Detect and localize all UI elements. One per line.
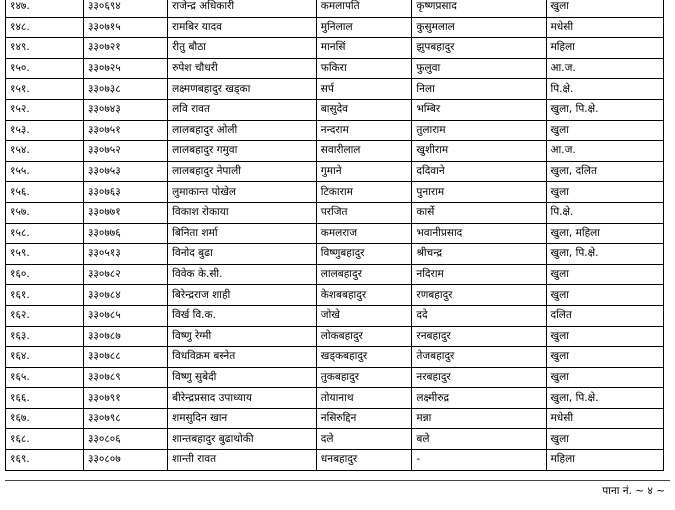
father-name-cell: गुमाने: [316, 161, 412, 182]
category-cell: पि.क्षे.: [546, 79, 664, 100]
roll-number-cell: ३३०७८८: [83, 347, 167, 368]
category-cell: खुला: [546, 285, 664, 306]
name-cell: लक्ष्मणबहादुर खड्का: [168, 79, 317, 100]
roll-number-cell: ३३०७२५: [83, 58, 167, 79]
category-cell: खुला, दलित: [546, 161, 664, 182]
table-row: [6, 38, 664, 59]
father-name-cell: जोखे: [316, 305, 412, 326]
name-cell: राजेन्द्र अधिकारी: [168, 0, 317, 17]
grandfather-name-cell: रणबहादुर: [412, 285, 546, 306]
roll-number-cell: ३३०७८५: [83, 305, 167, 326]
category-cell: खुला: [546, 264, 664, 285]
serial-number-cell: १५३.: [6, 120, 84, 141]
grandfather-name-cell: रनबहादुर: [412, 326, 546, 347]
name-cell: लुमाकान्त पोखेल: [168, 182, 317, 203]
roll-number-cell: ३३०७८९: [83, 367, 167, 388]
roll-number-cell: ३३०७६३: [83, 182, 167, 203]
grandfather-name-cell: तुलाराम: [412, 120, 546, 141]
father-name-cell: तोयानाथ: [316, 388, 412, 409]
table-row: [6, 285, 664, 306]
roll-number-cell: ३३०७७१: [83, 202, 167, 223]
grandfather-name-cell: श्रीचन्द्र: [412, 244, 546, 265]
name-cell: विर्ख वि.क.: [168, 305, 317, 326]
grandfather-name-cell: लक्ष्मीरुद्र: [412, 388, 546, 409]
grandfather-name-cell: बले: [412, 429, 546, 450]
father-name-cell: मुनिलाल: [316, 17, 412, 38]
roll-number-cell: ३३०७९८: [83, 408, 167, 429]
grandfather-name-cell: फुलुवा: [412, 58, 546, 79]
name-cell: बिरेन्द्रराज शाही: [168, 285, 317, 306]
grandfather-name-cell: कृष्णप्रसाद: [412, 0, 546, 17]
name-cell: लालबहादुर गमुवा: [168, 141, 317, 162]
roll-number-cell: ३३०७९१: [83, 388, 167, 409]
serial-number-cell: १६६.: [6, 388, 84, 409]
serial-number-cell: १५५.: [6, 161, 84, 182]
serial-number-cell: १५९.: [6, 244, 84, 265]
name-cell: रामबिर यादव: [168, 17, 317, 38]
grandfather-name-cell: कार्से: [412, 202, 546, 223]
category-cell: खुला: [546, 367, 664, 388]
name-cell: शमसुदिन खान: [168, 408, 317, 429]
category-cell: आ.ज.: [546, 141, 664, 162]
table-row: [6, 388, 664, 409]
candidate-table: [5, 0, 664, 471]
grandfather-name-cell: ददे: [412, 305, 546, 326]
category-cell: खुला: [546, 429, 664, 450]
grandfather-name-cell: नरबहादुर: [412, 367, 546, 388]
serial-number-cell: १६७.: [6, 408, 84, 429]
category-cell: खुला: [546, 0, 664, 17]
grandfather-name-cell: निला: [412, 79, 546, 100]
father-name-cell: तुकबहादुर: [316, 367, 412, 388]
table-row: [6, 99, 664, 120]
table-row: [6, 326, 664, 347]
father-name-cell: नन्दराम: [316, 120, 412, 141]
roll-number-cell: ३३०६९४: [83, 0, 167, 17]
category-cell: खुला: [546, 347, 664, 368]
father-name-cell: बासुदेव: [316, 99, 412, 120]
category-cell: मधेसी: [546, 408, 664, 429]
candidate-table-body: [6, 0, 664, 470]
table-row: [6, 182, 664, 203]
serial-number-cell: १५०.: [6, 58, 84, 79]
serial-number-cell: १६९.: [6, 450, 84, 471]
roll-number-cell: ३३०७४३: [83, 99, 167, 120]
grandfather-name-cell: तेजबहादुर: [412, 347, 546, 368]
serial-number-cell: १६३.: [6, 326, 84, 347]
name-cell: बीरेन्द्रप्रसाद उपाध्याय: [168, 388, 317, 409]
category-cell: आ.ज.: [546, 58, 664, 79]
roll-number-cell: ३३०७५१: [83, 120, 167, 141]
table-row: [6, 223, 664, 244]
father-name-cell: फकिरा: [316, 58, 412, 79]
category-cell: पि.क्षे.: [546, 202, 664, 223]
father-name-cell: लोकबहादुर: [316, 326, 412, 347]
serial-number-cell: १६२.: [6, 305, 84, 326]
father-name-cell: सवारीलाल: [316, 141, 412, 162]
grandfather-name-cell: नदिराम: [412, 264, 546, 285]
grandfather-name-cell: झुपबहादुर: [412, 38, 546, 59]
serial-number-cell: १६१.: [6, 285, 84, 306]
serial-number-cell: १६०.: [6, 264, 84, 285]
grandfather-name-cell: मन्ना: [412, 408, 546, 429]
name-cell: विष्णु सुबेदी: [168, 367, 317, 388]
father-name-cell: खड्कबहादुर: [316, 347, 412, 368]
serial-number-cell: १६८.: [6, 429, 84, 450]
father-name-cell: मानसिं: [316, 38, 412, 59]
category-cell: मधेसी: [546, 17, 664, 38]
name-cell: लालबहादुर नेपाली: [168, 161, 317, 182]
category-cell: खुला, पि.क्षे.: [546, 388, 664, 409]
roll-number-cell: ३३०७७६: [83, 223, 167, 244]
name-cell: शान्ती रावत: [168, 450, 317, 471]
grandfather-name-cell: पुनाराम: [412, 182, 546, 203]
father-name-cell: कमलराज: [316, 223, 412, 244]
name-cell: विष्णु रेग्मी: [168, 326, 317, 347]
roll-number-cell: ३३०५१३: [83, 244, 167, 265]
roll-number-cell: ३३०७८४: [83, 285, 167, 306]
category-cell: खुला, पि.क्षे.: [546, 244, 664, 265]
table-row: [6, 141, 664, 162]
grandfather-name-cell: ददिवाने: [412, 161, 546, 182]
father-name-cell: नसिरुद्दिन: [316, 408, 412, 429]
page-number: पाना नं. ~ ४ ~: [602, 485, 665, 497]
serial-number-cell: १५२.: [6, 99, 84, 120]
name-cell: विकाश रोकाया: [168, 202, 317, 223]
serial-number-cell: १५१.: [6, 79, 84, 100]
table-row: [6, 305, 664, 326]
roll-number-cell: ३३०८०७: [83, 450, 167, 471]
roll-number-cell: ३३०७८२: [83, 264, 167, 285]
category-cell: खुला: [546, 182, 664, 203]
father-name-cell: कमलापति: [316, 0, 412, 17]
table-row: [6, 347, 664, 368]
serial-number-cell: १५७.: [6, 202, 84, 223]
table-row: [6, 79, 664, 100]
father-name-cell: लालबहादुर: [316, 264, 412, 285]
serial-number-cell: १५४.: [6, 141, 84, 162]
table-row: [6, 367, 664, 388]
serial-number-cell: १६५.: [6, 367, 84, 388]
name-cell: विधविक्रम बस्नेत: [168, 347, 317, 368]
table-row: [6, 58, 664, 79]
table-row: [6, 450, 664, 471]
table-row: [6, 17, 664, 38]
serial-number-cell: १४९.: [6, 38, 84, 59]
roll-number-cell: ३३०७५२: [83, 141, 167, 162]
category-cell: खुला, महिला: [546, 223, 664, 244]
serial-number-cell: १६४.: [6, 347, 84, 368]
roll-number-cell: ३३०७१५: [83, 17, 167, 38]
roll-number-cell: ३३०८०६: [83, 429, 167, 450]
name-cell: लवि रावत: [168, 99, 317, 120]
father-name-cell: टिकाराम: [316, 182, 412, 203]
grandfather-name-cell: खुशीराम: [412, 141, 546, 162]
grandfather-name-cell: भम्बिर: [412, 99, 546, 120]
father-name-cell: सर्प: [316, 79, 412, 100]
table-row: [6, 161, 664, 182]
roll-number-cell: ३३०७३८: [83, 79, 167, 100]
serial-number-cell: १४७.: [6, 0, 84, 17]
father-name-cell: धनबहादुर: [316, 450, 412, 471]
footer-rule: [5, 480, 670, 481]
table-row: [6, 202, 664, 223]
name-cell: शान्तबहादुर बुढाथोकी: [168, 429, 317, 450]
roll-number-cell: ३३०७२१: [83, 38, 167, 59]
category-cell: दलित: [546, 305, 664, 326]
father-name-cell: परजित: [316, 202, 412, 223]
name-cell: बिनिता शर्मा: [168, 223, 317, 244]
serial-number-cell: १४८.: [6, 17, 84, 38]
table-row: [6, 120, 664, 141]
roll-number-cell: ३३०७५३: [83, 161, 167, 182]
name-cell: विवेक के.सी.: [168, 264, 317, 285]
grandfather-name-cell: भवानीप्रसाद: [412, 223, 546, 244]
category-cell: खुला, पि.क्षे.: [546, 99, 664, 120]
table-row: [6, 264, 664, 285]
table-row: [6, 429, 664, 450]
serial-number-cell: १५६.: [6, 182, 84, 203]
category-cell: महिला: [546, 38, 664, 59]
grandfather-name-cell: -: [412, 450, 546, 471]
table-row: [6, 0, 664, 17]
category-cell: खुला: [546, 120, 664, 141]
roll-number-cell: ३३०७८७: [83, 326, 167, 347]
father-name-cell: दले: [316, 429, 412, 450]
father-name-cell: केशबबहादुर: [316, 285, 412, 306]
name-cell: रुपेश चौधरी: [168, 58, 317, 79]
father-name-cell: विष्णुबहादुर: [316, 244, 412, 265]
category-cell: महिला: [546, 450, 664, 471]
grandfather-name-cell: कुसुमलाल: [412, 17, 546, 38]
name-cell: विनोद बुढा: [168, 244, 317, 265]
table-row: [6, 244, 664, 265]
category-cell: खुला: [546, 326, 664, 347]
name-cell: रीतु बौठा: [168, 38, 317, 59]
table-row: [6, 408, 664, 429]
name-cell: लालबहादुर ओली: [168, 120, 317, 141]
serial-number-cell: १५८.: [6, 223, 84, 244]
